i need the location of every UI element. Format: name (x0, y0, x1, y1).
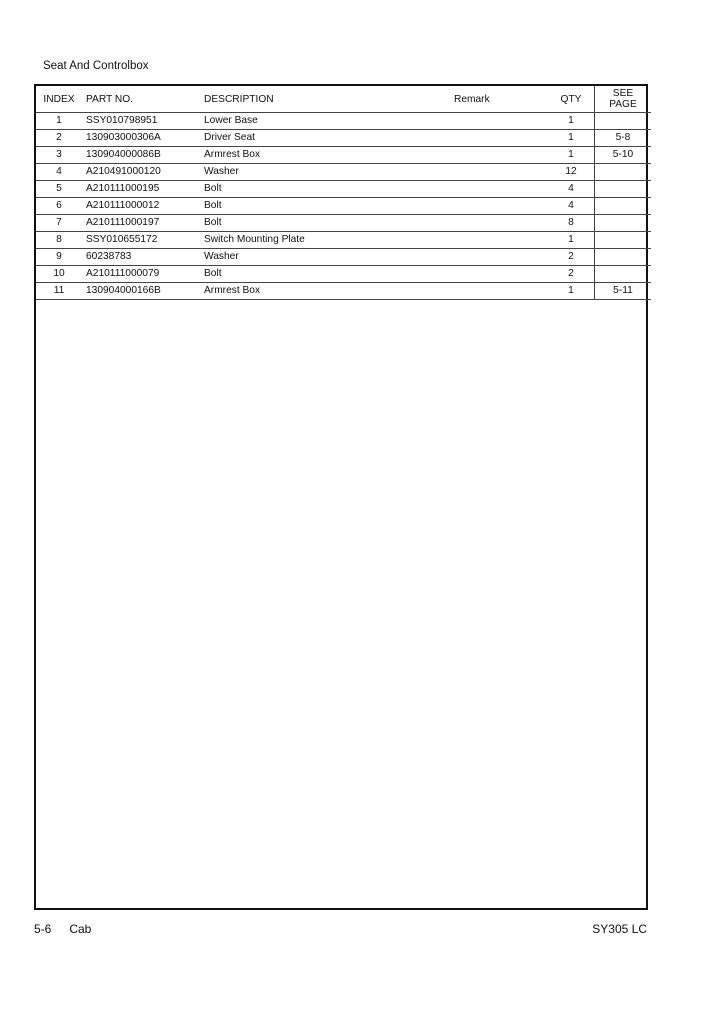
cell-index: 5 (36, 181, 82, 198)
cell-remark (454, 130, 548, 147)
table-row (36, 130, 651, 147)
cell-qty: 8 (548, 215, 595, 232)
cell-remark (454, 215, 548, 232)
cell-part-no: A210111000012 (82, 198, 204, 215)
cell-description: Switch Mounting Plate (204, 232, 454, 249)
header-see-page-line1: SEE (612, 88, 634, 99)
cell-description: Armrest Box (204, 147, 454, 164)
cell-qty: 1 (548, 147, 595, 164)
cell-index: 4 (36, 164, 82, 181)
cell-remark (454, 198, 548, 215)
table-row (36, 113, 651, 130)
cell-see-page: 5-11 (595, 283, 652, 300)
table-row (36, 266, 651, 283)
cell-see-page (595, 215, 652, 232)
cell-part-no: SSY010655172 (82, 232, 204, 249)
cell-see-page: 5-10 (595, 147, 652, 164)
cell-remark (454, 113, 548, 130)
cell-qty: 2 (548, 266, 595, 283)
cell-index: 11 (36, 283, 82, 300)
cell-qty: 1 (548, 283, 595, 300)
parts-table (36, 86, 651, 300)
cell-qty: 1 (548, 113, 595, 130)
cell-part-no: SSY010798951 (82, 113, 204, 130)
header-qty: QTY (548, 86, 595, 113)
table-row (36, 198, 651, 215)
cell-index: 10 (36, 266, 82, 283)
cell-qty: 2 (548, 249, 595, 266)
cell-description: Driver Seat (204, 130, 454, 147)
cell-see-page (595, 232, 652, 249)
cell-part-no: A210111000195 (82, 181, 204, 198)
cell-description: Lower Base (204, 113, 454, 130)
cell-see-page: 5-8 (595, 130, 652, 147)
cell-qty: 1 (548, 232, 595, 249)
table-body (36, 113, 651, 300)
cell-part-no: 130904000086B (82, 147, 204, 164)
cell-see-page (595, 266, 652, 283)
footer-section: Cab (69, 922, 92, 936)
page-title: Seat And Controlbox (43, 60, 149, 72)
cell-see-page (595, 181, 652, 198)
cell-remark (454, 181, 548, 198)
cell-part-no: 130904000166B (82, 283, 204, 300)
parts-list-frame (34, 84, 648, 910)
cell-see-page (595, 113, 652, 130)
footer-model: SY305 LC (592, 922, 647, 936)
cell-description: Bolt (204, 215, 454, 232)
cell-qty: 4 (548, 181, 595, 198)
table-header-row (36, 86, 651, 113)
header-remark: Remark (454, 86, 548, 113)
cell-description: Washer (204, 164, 454, 181)
cell-part-no: A210111000197 (82, 215, 204, 232)
cell-description: Armrest Box (204, 283, 454, 300)
header-part-no: PART NO. (82, 86, 204, 113)
cell-index: 9 (36, 249, 82, 266)
table-row (36, 164, 651, 181)
cell-part-no: 130903000306A (82, 130, 204, 147)
cell-qty: 4 (548, 198, 595, 215)
cell-description: Bolt (204, 181, 454, 198)
cell-index: 3 (36, 147, 82, 164)
cell-index: 2 (36, 130, 82, 147)
cell-index: 6 (36, 198, 82, 215)
header-see-page-line2: PAGE (609, 99, 637, 110)
cell-qty: 1 (548, 130, 595, 147)
cell-part-no: A210111000079 (82, 266, 204, 283)
header-index: INDEX (36, 86, 82, 113)
footer-page-number: 5-6 (34, 922, 52, 936)
cell-description: Washer (204, 249, 454, 266)
cell-see-page (595, 198, 652, 215)
footer-left (34, 922, 91, 936)
cell-part-no: 60238783 (82, 249, 204, 266)
table-row (36, 215, 651, 232)
cell-remark (454, 232, 548, 249)
cell-description: Bolt (204, 266, 454, 283)
cell-remark (454, 283, 548, 300)
cell-remark (454, 249, 548, 266)
cell-remark (454, 147, 548, 164)
cell-see-page (595, 164, 652, 181)
table-row (36, 232, 651, 249)
cell-remark (454, 164, 548, 181)
cell-index: 1 (36, 113, 82, 130)
table-row (36, 181, 651, 198)
cell-index: 8 (36, 232, 82, 249)
cell-qty: 12 (548, 164, 595, 181)
table-row (36, 283, 651, 300)
cell-remark (454, 266, 548, 283)
header-see-page (595, 86, 652, 113)
cell-see-page (595, 249, 652, 266)
table-row (36, 249, 651, 266)
cell-index: 7 (36, 215, 82, 232)
cell-description: Bolt (204, 198, 454, 215)
table-row (36, 147, 651, 164)
cell-part-no: A210491000120 (82, 164, 204, 181)
header-description: DESCRIPTION (204, 86, 454, 113)
